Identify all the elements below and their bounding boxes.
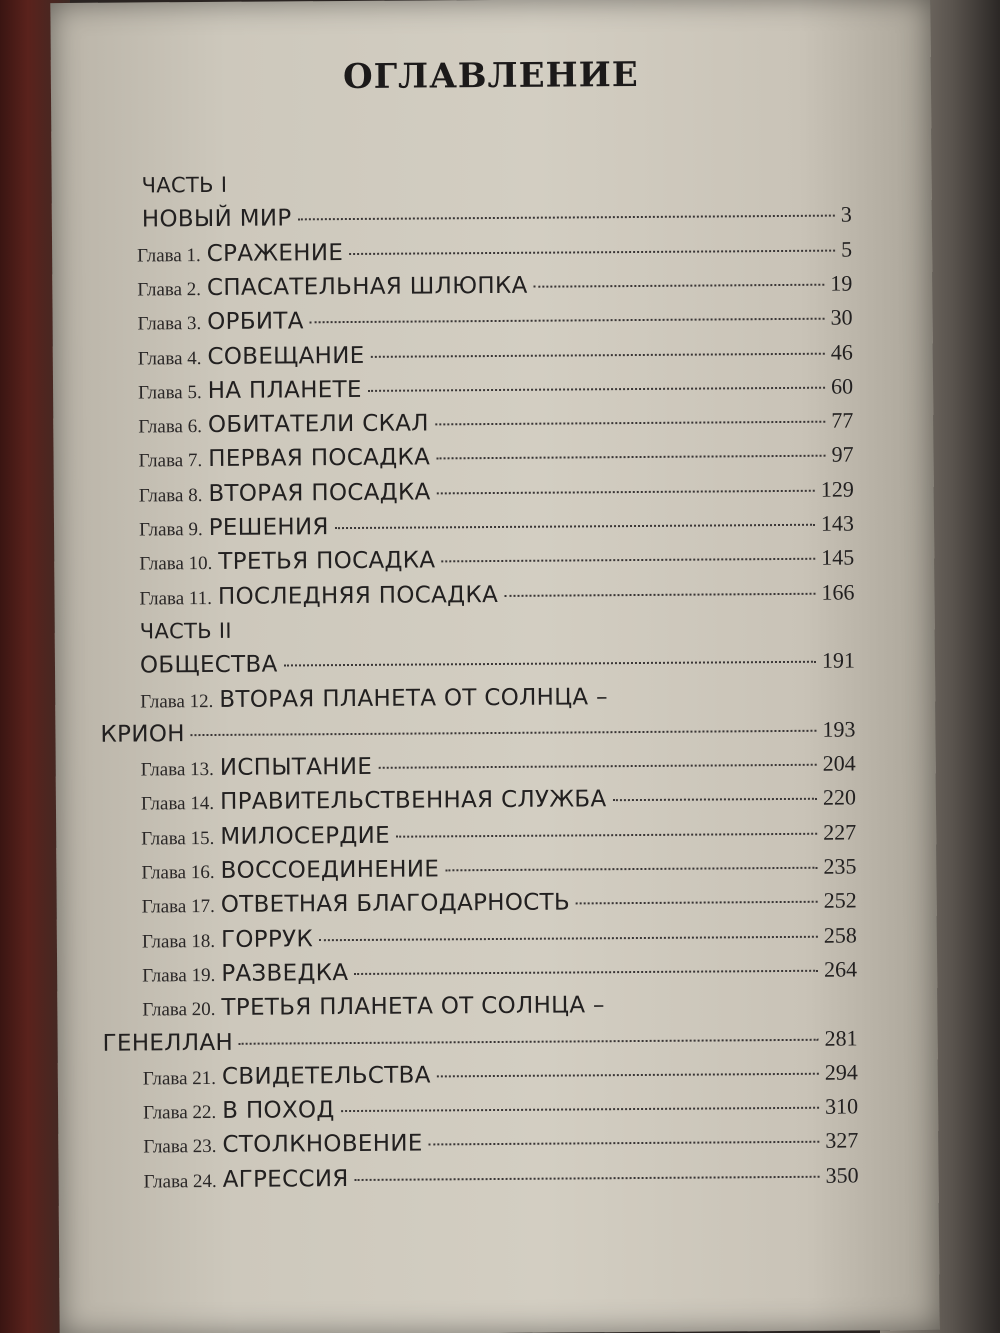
book-page — [50, 0, 939, 1333]
page-number: 5 — [841, 236, 853, 262]
toc-row — [143, 1094, 858, 1133]
toc-entry-label — [141, 856, 439, 884]
toc-row — [139, 476, 854, 515]
toc-row — [138, 408, 853, 447]
chapter-title: ГОРРУК — [220, 925, 314, 953]
chapter-number: Глава 6. — [138, 416, 203, 438]
toc-entry-label — [143, 1131, 422, 1159]
toc-row — [142, 956, 857, 995]
chapter-title: ГЕНЕЛЛАН — [102, 1029, 234, 1057]
page-number: 129 — [820, 476, 854, 502]
dot-leader — [284, 661, 816, 667]
toc-entry-label — [138, 445, 430, 473]
dot-leader — [441, 558, 815, 563]
chapter-title: ИСПЫТАНИЕ — [219, 753, 373, 782]
toc-entry-label — [142, 206, 292, 233]
toc-row — [141, 785, 856, 824]
toc-entry-label — [142, 926, 313, 953]
dot-leader — [239, 1038, 819, 1044]
chapter-number: Глава 4. — [137, 347, 202, 369]
dot-leader — [435, 421, 825, 426]
toc-entry-label — [138, 411, 429, 439]
chapter-title: АГРЕССИЯ — [222, 1165, 349, 1193]
toc-entry-label — [139, 548, 435, 576]
toc-row — [141, 853, 856, 892]
page-number: 204 — [822, 750, 856, 776]
chapter-number: Глава 9. — [138, 519, 203, 541]
chapter-number: Глава 3. — [137, 313, 202, 335]
dot-leader — [335, 524, 815, 529]
toc-entry-label — [139, 514, 329, 541]
page-number: 60 — [830, 373, 854, 399]
toc-row — [142, 888, 857, 927]
toc-entry-label — [137, 240, 343, 267]
toc-entry-label — [142, 172, 228, 199]
toc-entry-label — [139, 479, 431, 507]
dot-leader — [436, 455, 825, 460]
chapter-number: Глава 13. — [140, 759, 214, 781]
chapter-title: МИЛОСЕРДИЕ — [220, 822, 391, 850]
toc-entry-label — [143, 1166, 348, 1193]
chapter-number: Глава 11. — [139, 587, 213, 610]
dot-leader — [355, 1175, 820, 1180]
chapter-title: СТОЛКНОВЕНИЕ — [222, 1130, 423, 1159]
chapter-title: ОРБИТА — [207, 308, 304, 336]
chapter-title: НА ПЛАНЕТЕ — [207, 376, 362, 404]
chapter-number: Глава 7. — [138, 450, 203, 472]
dot-leader — [297, 215, 834, 221]
chapter-title: СПАСАТЕЛЬНАЯ ШЛЮПКА — [206, 272, 528, 301]
chapter-title: ТРЕТЬЯ ПЛАНЕТА ОТ СОЛНЦА – — [221, 992, 605, 1022]
page-number: 3 — [840, 201, 852, 227]
toc-row — [100, 716, 855, 755]
toc-row — [140, 613, 855, 652]
toc-row — [141, 819, 856, 858]
dot-leader — [349, 249, 835, 254]
chapter-number: Глава 8. — [138, 484, 203, 507]
page-number: 30 — [830, 304, 853, 330]
chapter-number: Глава 16. — [141, 861, 215, 884]
chapter-number: Глава 20. — [142, 999, 216, 1021]
dot-leader — [191, 730, 817, 736]
chapter-title: ПЕРВАЯ ПОСАДКА — [208, 444, 431, 473]
page-number: 281 — [824, 1024, 858, 1051]
toc-entry-label — [138, 342, 365, 370]
chapter-title: ОБЩЕСТВА — [139, 651, 278, 679]
page-number: 191 — [821, 647, 856, 673]
toc-row — [103, 1025, 858, 1064]
chapter-title: ПОСЛЕДНЯЯ ПОСАДКА — [217, 581, 499, 610]
page-number: 143 — [820, 510, 855, 536]
page-number: 227 — [823, 819, 857, 845]
chapter-title: ЧАСТЬ I — [141, 172, 228, 198]
toc-entry-label — [141, 754, 373, 782]
page-number: 220 — [822, 784, 857, 811]
toc-row — [137, 270, 852, 309]
toc-row — [138, 305, 853, 344]
page-number: 235 — [823, 853, 857, 879]
chapter-title: РАЗВЕДКА — [221, 959, 349, 987]
toc-entry-label — [143, 1062, 431, 1090]
page-number: 46 — [830, 338, 853, 365]
dot-leader — [437, 489, 815, 494]
page-number: 166 — [821, 579, 855, 605]
page-number: 252 — [823, 887, 857, 914]
page-number: 294 — [824, 1059, 858, 1085]
toc-entry-label — [138, 377, 362, 405]
dot-leader — [437, 1073, 819, 1078]
chapter-title: ОБИТАТЕЛИ СКАЛ — [207, 410, 429, 439]
chapter-number: Глава 12. — [140, 690, 214, 712]
page-number: 327 — [825, 1127, 859, 1154]
dot-leader — [310, 318, 825, 324]
chapter-number: Глава 19. — [142, 964, 216, 987]
page-number: 77 — [831, 407, 854, 433]
toc-row — [142, 167, 852, 206]
chapter-number: Глава 15. — [141, 827, 215, 850]
dot-leader — [445, 867, 817, 872]
chapter-number: Глава 2. — [137, 278, 202, 301]
dot-leader — [368, 386, 825, 391]
dot-leader — [341, 1107, 819, 1112]
toc-entry-label — [138, 309, 304, 336]
toc-entry-label — [140, 652, 278, 679]
chapter-title: ТРЕТЬЯ ПОСАДКА — [218, 547, 436, 576]
chapter-title: СОВЕЩАНИЕ — [207, 342, 365, 370]
chapter-number: Глава 1. — [137, 244, 201, 267]
chapter-number: Глава 14. — [140, 793, 215, 815]
toc-entry-label — [142, 960, 348, 987]
toc-row — [142, 202, 852, 241]
page-number: 97 — [831, 441, 854, 468]
dot-leader — [576, 901, 818, 905]
chapter-title: ВТОРАЯ ПОСАДКА — [208, 479, 431, 507]
page-number: 19 — [830, 270, 853, 296]
dot-leader — [429, 1141, 820, 1146]
toc-row — [143, 1059, 858, 1098]
chapter-number: Глава 24. — [143, 1170, 217, 1193]
toc-row — [138, 339, 853, 378]
toc-row — [143, 1128, 858, 1167]
toc-entry-label — [141, 822, 390, 850]
toc-entry-label — [142, 992, 605, 1021]
chapter-number: Глава 21. — [142, 1067, 217, 1090]
page-number: 350 — [825, 1162, 859, 1188]
toc-entry-label — [100, 721, 184, 748]
chapter-number: Глава 22. — [143, 1102, 217, 1124]
toc-row — [143, 1162, 858, 1201]
chapter-number: Глава 23. — [143, 1136, 217, 1158]
toc-row — [138, 442, 853, 481]
toc-entry-label — [141, 787, 607, 816]
page-number: 193 — [822, 716, 856, 742]
dot-leader — [612, 798, 816, 801]
chapter-number: Глава 5. — [138, 381, 202, 404]
toc-entry-label — [140, 684, 608, 713]
chapter-title: СРАЖЕНИЕ — [206, 239, 344, 267]
toc-entry-label — [140, 618, 232, 645]
dot-leader — [396, 832, 817, 837]
chapter-title: НОВЫЙ МИР — [141, 205, 292, 233]
dot-leader — [354, 970, 818, 975]
table-of-contents — [52, 167, 932, 1193]
chapter-title: ПРАВИТЕЛЬСТВЕННАЯ СЛУЖБА — [219, 786, 607, 816]
page-number: 145 — [821, 544, 855, 571]
chapter-title: СВИДЕТЕЛЬСТВА — [221, 1062, 431, 1090]
toc-row — [142, 991, 857, 1030]
chapter-number: Глава 18. — [141, 930, 216, 953]
chapter-title: ОТВЕТНАЯ БЛАГОДАРНОСТЬ — [220, 889, 571, 919]
page-number: 310 — [824, 1093, 859, 1119]
chapter-title: ВТОРАЯ ПЛАНЕТА ОТ СОЛНЦА – — [219, 683, 608, 713]
page-title: ОГЛАВЛЕНИЕ — [342, 54, 639, 98]
chapter-number: Глава 17. — [141, 896, 215, 918]
toc-entry-label — [103, 1029, 234, 1056]
toc-row — [138, 373, 853, 412]
toc-entry-label — [142, 890, 571, 919]
toc-row — [142, 922, 857, 961]
toc-row — [137, 236, 852, 275]
dot-leader — [534, 284, 825, 288]
toc-row — [140, 682, 855, 721]
page-number: 258 — [823, 922, 857, 948]
chapter-number: Глава 10. — [139, 553, 213, 575]
toc-row — [139, 510, 854, 549]
toc-entry-label — [139, 582, 498, 611]
toc-row — [139, 579, 854, 618]
chapter-title: ЧАСТЬ II — [139, 618, 232, 644]
dot-leader — [504, 592, 815, 596]
chapter-title: ВОССОЕДИНЕНИЕ — [220, 856, 440, 884]
toc-row — [139, 545, 854, 584]
dot-leader — [378, 764, 817, 769]
chapter-title: КРИОН — [100, 720, 185, 748]
page-number: 264 — [824, 956, 858, 982]
dot-leader — [319, 935, 818, 940]
chapter-title: РЕШЕНИЯ — [208, 514, 329, 541]
toc-row — [140, 648, 855, 687]
toc-entry-label — [143, 1097, 335, 1124]
dot-leader — [371, 352, 825, 357]
toc-row — [141, 751, 856, 790]
toc-entry-label — [137, 273, 527, 302]
chapter-title: В ПОХОД — [222, 1097, 335, 1125]
